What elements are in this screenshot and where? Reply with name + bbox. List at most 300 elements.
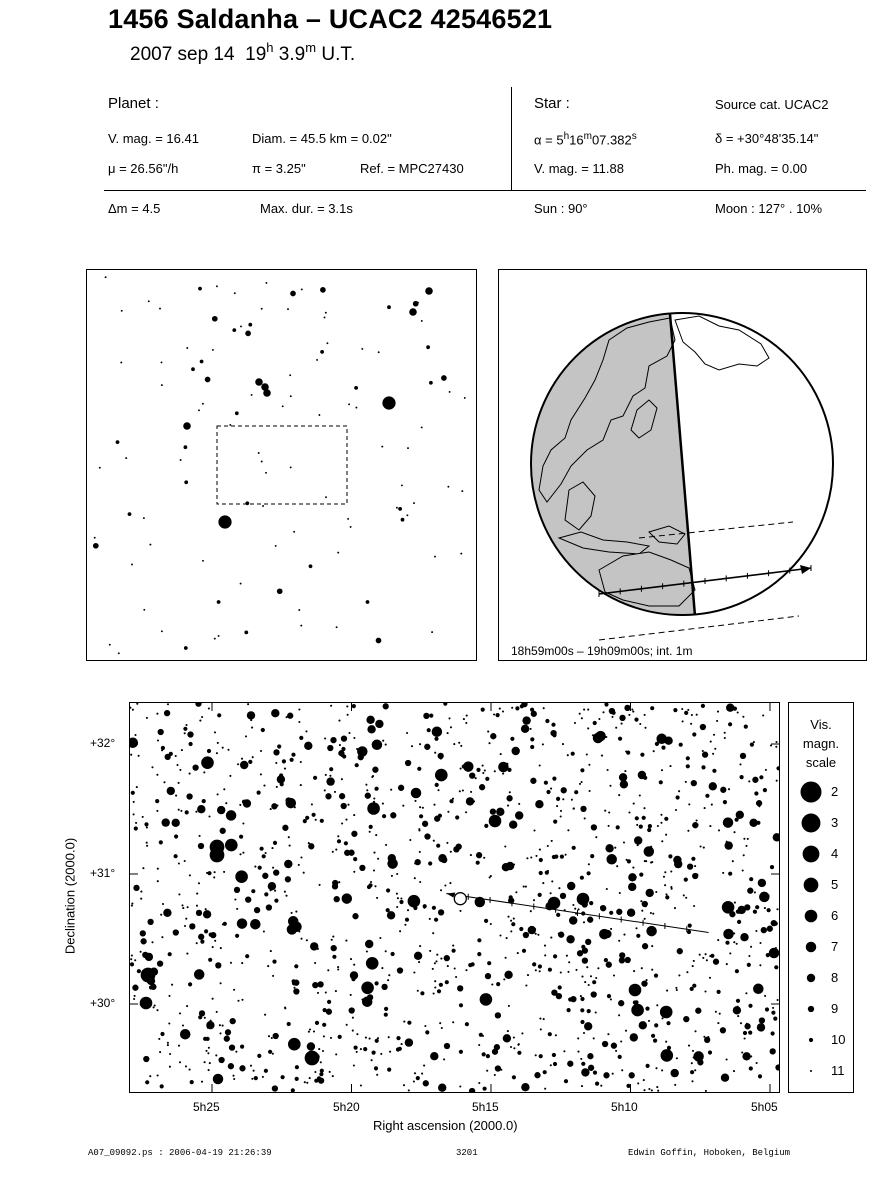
star	[693, 960, 695, 962]
star	[205, 908, 207, 910]
star	[339, 793, 345, 799]
star	[220, 947, 222, 949]
star	[189, 874, 191, 876]
star	[623, 841, 625, 843]
star	[509, 895, 513, 899]
star	[618, 737, 622, 741]
star	[584, 1022, 592, 1030]
star	[355, 763, 359, 767]
star	[262, 873, 268, 879]
star	[300, 761, 302, 763]
star	[696, 714, 698, 716]
star	[208, 1047, 210, 1049]
star	[690, 723, 692, 725]
star	[401, 518, 405, 522]
star	[584, 981, 586, 983]
star	[440, 889, 442, 891]
star	[685, 781, 687, 783]
star	[747, 888, 753, 894]
star	[178, 809, 180, 811]
star	[257, 791, 261, 795]
star	[759, 775, 763, 779]
star	[202, 403, 204, 405]
star	[363, 1047, 367, 1051]
star	[365, 793, 371, 799]
star	[469, 772, 475, 778]
star	[326, 1009, 332, 1015]
star-source-catalog: Source cat. UCAC2	[715, 97, 829, 112]
star	[239, 1065, 245, 1071]
star	[198, 409, 200, 411]
star	[260, 750, 262, 752]
star	[552, 733, 556, 737]
star	[354, 386, 358, 390]
bright-star	[210, 848, 225, 863]
star	[459, 1003, 463, 1007]
star	[257, 1054, 261, 1058]
star	[380, 1053, 382, 1055]
star	[652, 913, 654, 915]
star	[225, 802, 227, 804]
star	[387, 979, 389, 981]
star	[133, 813, 135, 815]
star	[299, 736, 303, 740]
legend-magnitude-label: 6	[831, 908, 839, 923]
star	[151, 941, 153, 943]
star	[366, 950, 368, 952]
star	[118, 652, 120, 654]
x-tick-label: 5h05	[751, 1100, 778, 1114]
star	[726, 963, 728, 965]
star	[230, 1018, 236, 1024]
star	[236, 908, 238, 910]
star	[675, 987, 677, 989]
star	[350, 526, 352, 528]
star	[532, 962, 536, 966]
star	[125, 457, 127, 459]
star	[544, 781, 548, 785]
star	[741, 1051, 743, 1053]
star	[366, 789, 368, 791]
star	[461, 490, 463, 492]
star	[406, 732, 408, 734]
star	[225, 839, 238, 852]
star	[353, 814, 355, 816]
star	[419, 851, 421, 853]
star-right-ascension	[534, 131, 637, 147]
star	[337, 552, 339, 554]
star	[709, 782, 717, 790]
star	[674, 860, 682, 868]
star	[534, 928, 536, 930]
star	[452, 945, 454, 947]
star	[619, 773, 627, 781]
star	[683, 894, 685, 896]
star	[764, 907, 766, 909]
star	[539, 849, 541, 851]
ra-minutes: 16	[569, 132, 584, 148]
star	[628, 883, 636, 891]
star	[704, 1037, 710, 1043]
star	[130, 958, 132, 960]
star	[547, 845, 549, 847]
star	[773, 833, 779, 841]
star	[423, 904, 427, 908]
star	[308, 842, 310, 844]
star	[612, 1073, 614, 1075]
star	[224, 1036, 230, 1042]
star	[373, 797, 375, 799]
star	[198, 934, 204, 940]
star	[438, 854, 446, 862]
star	[382, 803, 384, 805]
star	[636, 934, 640, 938]
star	[198, 882, 200, 884]
x-tick-label: 5h15	[472, 1100, 499, 1114]
star	[156, 774, 158, 776]
star	[229, 424, 231, 426]
star	[212, 349, 214, 351]
star	[407, 447, 409, 449]
star	[251, 1078, 253, 1080]
star	[260, 847, 264, 851]
star	[140, 951, 142, 953]
star	[518, 803, 520, 805]
star	[701, 704, 705, 708]
star	[204, 1017, 206, 1019]
star	[175, 795, 177, 797]
star	[414, 800, 416, 802]
star	[551, 880, 553, 882]
star	[168, 995, 170, 997]
star	[334, 791, 336, 793]
star	[167, 787, 175, 795]
star	[517, 1044, 519, 1046]
star	[606, 854, 617, 865]
star	[277, 588, 283, 594]
star	[503, 978, 505, 980]
star	[250, 919, 260, 930]
star	[629, 1072, 635, 1078]
star	[530, 737, 534, 741]
star	[618, 794, 620, 796]
star	[435, 783, 439, 787]
star	[289, 845, 291, 847]
star	[191, 367, 195, 371]
star	[234, 887, 240, 893]
star	[639, 873, 643, 877]
bright-star	[593, 733, 604, 744]
star	[544, 1088, 546, 1090]
legend-symbol	[802, 814, 821, 833]
star	[686, 971, 688, 973]
star	[538, 964, 542, 968]
star	[131, 564, 133, 566]
star	[320, 1074, 322, 1076]
star	[550, 1064, 552, 1066]
star	[121, 310, 123, 312]
star	[174, 834, 178, 838]
star	[580, 995, 582, 997]
star	[650, 912, 652, 914]
star	[182, 907, 184, 909]
star	[258, 866, 262, 870]
star	[610, 998, 612, 1000]
star	[568, 997, 572, 1001]
star	[359, 865, 365, 871]
star	[372, 1051, 376, 1055]
star	[482, 1052, 486, 1056]
star	[691, 714, 693, 716]
star	[607, 994, 611, 998]
star	[646, 979, 648, 981]
star	[335, 849, 337, 851]
star	[539, 970, 541, 972]
star	[264, 1069, 268, 1073]
star	[319, 884, 321, 886]
star	[332, 851, 334, 853]
star	[631, 1004, 644, 1017]
star	[239, 835, 243, 839]
star	[153, 1006, 155, 1008]
star	[420, 991, 424, 995]
star	[189, 923, 195, 929]
star-declination: δ = +30°48'35.14"	[715, 131, 819, 146]
star	[634, 718, 638, 722]
star	[390, 812, 396, 818]
star	[341, 778, 343, 780]
star	[447, 965, 449, 967]
star	[382, 740, 384, 742]
star	[188, 1033, 190, 1035]
star	[644, 846, 655, 857]
star	[449, 882, 451, 884]
star	[684, 711, 688, 715]
star	[712, 753, 714, 755]
star	[752, 777, 758, 783]
star	[407, 1021, 411, 1025]
star	[577, 1051, 579, 1053]
star	[700, 845, 702, 847]
star	[651, 945, 653, 947]
star	[742, 716, 744, 718]
star	[419, 814, 423, 818]
star	[131, 902, 133, 904]
star	[648, 1020, 650, 1022]
star	[693, 1051, 704, 1062]
star	[185, 1065, 187, 1067]
star	[301, 288, 303, 290]
star	[509, 791, 511, 793]
star	[568, 961, 570, 963]
star	[277, 744, 281, 748]
star	[556, 993, 562, 999]
star	[421, 320, 423, 322]
star	[522, 949, 526, 953]
star	[463, 718, 465, 720]
star	[300, 784, 302, 786]
star	[455, 815, 459, 819]
star	[434, 737, 438, 741]
star	[243, 799, 251, 807]
star	[460, 768, 462, 770]
planet-heading: Planet :	[108, 95, 159, 112]
star	[324, 316, 326, 318]
star	[305, 730, 307, 732]
star	[560, 893, 566, 899]
star	[272, 960, 276, 964]
star	[648, 892, 650, 894]
star	[641, 980, 647, 986]
star	[683, 1016, 689, 1022]
star	[218, 635, 220, 637]
star	[235, 934, 239, 938]
star	[438, 814, 442, 818]
star	[168, 952, 172, 956]
star	[156, 1009, 158, 1011]
star	[204, 929, 208, 933]
star	[720, 787, 726, 793]
star	[219, 1032, 221, 1034]
star	[636, 824, 638, 826]
star	[187, 906, 189, 908]
star	[210, 1020, 212, 1022]
star	[157, 880, 159, 882]
star	[679, 743, 683, 747]
star	[581, 1068, 589, 1076]
star	[661, 1017, 663, 1019]
star	[375, 981, 379, 985]
star	[261, 728, 265, 732]
star	[513, 1036, 515, 1038]
star	[762, 714, 764, 716]
star	[710, 741, 712, 743]
star	[663, 876, 665, 878]
star	[254, 866, 256, 868]
star	[490, 808, 496, 814]
star	[586, 753, 588, 755]
star	[448, 717, 450, 719]
star	[336, 626, 338, 628]
star	[222, 923, 224, 925]
star	[262, 1076, 264, 1078]
star	[619, 892, 621, 894]
star	[758, 879, 766, 887]
star	[625, 750, 627, 752]
star	[306, 939, 308, 941]
star	[147, 919, 153, 925]
star	[535, 855, 537, 857]
star	[350, 958, 352, 960]
star	[493, 713, 495, 715]
star	[140, 898, 142, 900]
star	[593, 1037, 595, 1039]
star	[247, 711, 255, 719]
star	[767, 908, 771, 912]
star	[470, 791, 472, 793]
star	[632, 711, 634, 713]
star	[270, 950, 272, 952]
star	[545, 719, 549, 723]
star	[676, 795, 680, 799]
star	[159, 1051, 161, 1053]
star	[376, 897, 378, 899]
star	[651, 1034, 655, 1038]
star	[276, 786, 278, 788]
star	[381, 967, 383, 969]
star	[416, 1076, 420, 1080]
star	[462, 764, 466, 768]
star	[311, 1046, 313, 1048]
star	[465, 1022, 469, 1026]
star	[552, 777, 556, 781]
star	[530, 778, 536, 784]
star	[776, 908, 778, 910]
star	[241, 999, 243, 1001]
star	[495, 1012, 501, 1018]
star	[312, 982, 318, 988]
star	[337, 966, 339, 968]
star	[511, 922, 515, 926]
star	[161, 384, 163, 386]
star	[631, 708, 633, 710]
star	[404, 924, 406, 926]
star	[189, 773, 191, 775]
star	[670, 870, 672, 872]
legend-symbol	[807, 974, 815, 982]
star	[240, 583, 242, 585]
star	[329, 767, 333, 771]
star	[218, 1057, 224, 1063]
star	[776, 780, 778, 782]
star	[555, 1034, 557, 1036]
star	[178, 893, 180, 895]
star	[462, 789, 464, 791]
star	[644, 727, 646, 729]
star	[210, 932, 216, 938]
star	[195, 703, 201, 707]
planet-motion: μ = 26.56"/h	[108, 161, 179, 176]
star	[551, 840, 553, 842]
star	[700, 724, 706, 730]
star	[668, 854, 672, 858]
star	[454, 967, 456, 969]
star	[661, 1069, 663, 1071]
star	[373, 852, 375, 854]
star	[345, 819, 347, 821]
star	[490, 875, 492, 877]
star	[203, 771, 205, 773]
star	[353, 871, 355, 873]
star	[346, 1024, 348, 1026]
star	[265, 282, 267, 284]
star	[402, 805, 404, 807]
star	[291, 912, 293, 914]
star	[354, 1046, 358, 1050]
star	[432, 906, 436, 910]
star	[591, 991, 597, 997]
star	[173, 929, 179, 935]
star	[337, 835, 339, 837]
star	[403, 1021, 405, 1023]
star	[446, 842, 448, 844]
bright-star	[305, 1051, 320, 1066]
star	[676, 1057, 678, 1059]
star	[613, 974, 615, 976]
star	[184, 732, 186, 734]
star	[408, 895, 421, 908]
star	[749, 877, 753, 881]
